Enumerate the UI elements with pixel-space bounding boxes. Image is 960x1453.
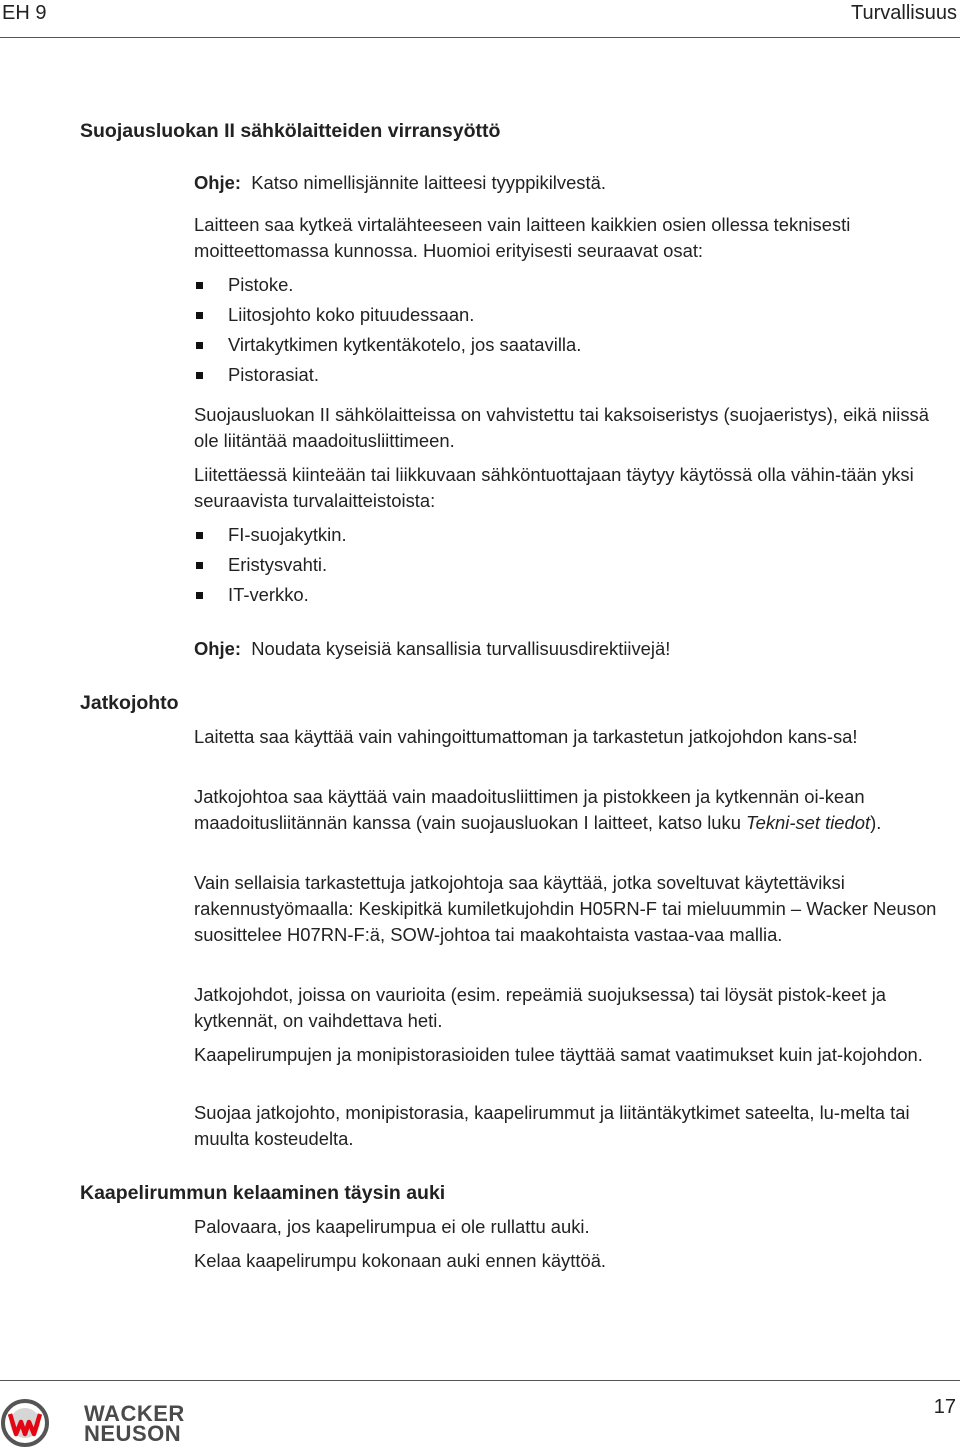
paragraph-connect-conditions: Laitteen saa kytkeä virtalähteeseen vain laitteen kaikkien osien ollessa teknisesti moitteettomassa kunnossa. Huomioi erityisesti seuraavat osat: bbox=[194, 214, 851, 261]
wacker-neuson-logo-icon bbox=[0, 1398, 50, 1448]
list-item: Pistorasiat. bbox=[194, 362, 319, 388]
list-item: FI-suojakytkin. bbox=[194, 522, 347, 548]
paragraph-fire-hazard: Palovaara, jos kaapelirumpua ei ole rullattu auki. bbox=[194, 1216, 590, 1237]
note-rating-plate bbox=[194, 170, 956, 196]
bullet-square-icon bbox=[196, 592, 203, 599]
paragraph-cable-drums: Kaapelirumpujen ja monipistorasioiden tulee täyttää samat vaatimukset kuin jat-kojohdon. bbox=[194, 1044, 923, 1065]
header-rule bbox=[0, 37, 960, 38]
section-heading-extension-cord: Jatkojohto bbox=[80, 692, 179, 714]
list-item: Pistoke. bbox=[194, 272, 293, 298]
paragraph-grounding: Jatkojohtoa saa käyttää vain maadoitusliittimen ja pistokkeen ja kytkennän oi-kean maadoitusliitännän kanssa (vain suojausluokan I laitteet, katso luku Tekni-set tiedot). bbox=[194, 786, 882, 833]
bullet-square-icon bbox=[196, 342, 203, 349]
bullet-square-icon bbox=[196, 372, 203, 379]
list-item: Virtakytkimen kytkentäkotelo, jos saatavilla. bbox=[194, 332, 581, 358]
page-header-title: Turvallisuus bbox=[851, 2, 957, 24]
technical-data-reference: Tekni-set tiedot bbox=[746, 812, 871, 833]
brand-wordmark: WACKER NEUSON bbox=[84, 1401, 185, 1446]
bullet-square-icon bbox=[196, 282, 203, 289]
paragraph-cable-types: Vain sellaisia tarkastettuja jatkojohtoja saa käyttää, jotka soveltuvat käytettäviksi rakennustyömaalla: Keskipitkä kumiletkujohdin H05RN-F tai mieluummin – Wacker Neuson suosittelee H07RN-F:ä, SOW-johtoa tai maakohtaista vastaa-vaa mallia. bbox=[194, 872, 937, 945]
chapter-label: EH 9 bbox=[2, 2, 47, 24]
bullet-square-icon bbox=[196, 532, 203, 539]
list-item: Eristysvahti. bbox=[194, 552, 327, 578]
note-text: Noudata kyseisiä kansallisia turvallisuusdirektiivejä! bbox=[251, 638, 671, 659]
paragraph-damaged-cords: Jatkojohdot, joissa on vaurioita (esim. repeämiä suojuksessa) tai löysät pistok-keet ja kytkennät, on vaihdettava heti. bbox=[194, 984, 887, 1031]
note-label: Ohje: bbox=[194, 172, 242, 193]
bullet-square-icon bbox=[196, 562, 203, 569]
note-label: Ohje: bbox=[194, 638, 242, 659]
list-item: Liitosjohto koko pituudessaan. bbox=[194, 302, 474, 328]
section-heading-cable-drum: Kaapelirummun kelaaminen täysin auki bbox=[80, 1182, 446, 1204]
paragraph-safety-devices: Liitettäessä kiinteään tai liikkuvaan sähköntuottajaan täytyy käytössä olla vähin-tään yksi seuraavista turvalaitteistoista: bbox=[194, 464, 914, 511]
note-national-directives bbox=[194, 636, 956, 662]
page-number: 17 bbox=[933, 1396, 956, 1418]
paragraph-undamaged-cord: Laitetta saa käyttää vain vahingoittumattoman ja tarkastetun jatkojohdon kans-sa! bbox=[194, 726, 858, 747]
bullet-square-icon bbox=[196, 312, 203, 319]
footer-rule bbox=[0, 1380, 960, 1381]
note-text: Katso nimellisjännite laitteesi tyyppikilvestä. bbox=[251, 172, 606, 193]
paragraph-unroll-drum: Kelaa kaapelirumpu kokonaan auki ennen käyttöä. bbox=[194, 1250, 607, 1271]
paragraph-insulation: Suojausluokan II sähkölaitteissa on vahvistettu tai kaksoiseristys (suojaeristys), eikä niissä ole liitäntää maadoitusliittimeen. bbox=[194, 404, 929, 451]
paragraph-protect-moisture: Suojaa jatkojohto, monipistorasia, kaapelirummut ja liitäntäkytkimet sateelta, lu-melta tai muulta kosteudelta. bbox=[194, 1102, 910, 1149]
list-item: IT-verkko. bbox=[194, 582, 309, 608]
section-heading-power-supply: Suojausluokan II sähkölaitteiden virransyöttö bbox=[80, 120, 501, 142]
